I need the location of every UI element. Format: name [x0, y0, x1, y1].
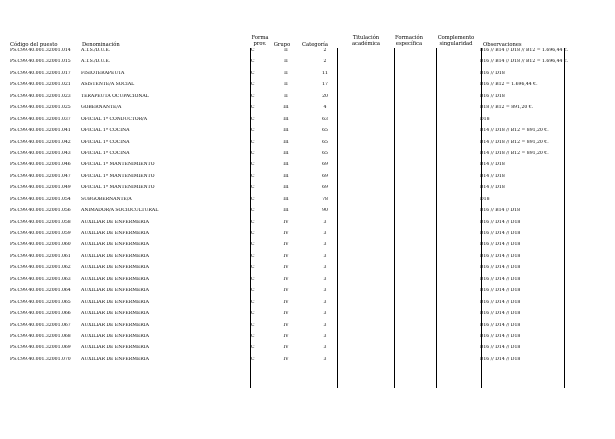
- grupo-cell: IV: [283, 345, 289, 351]
- header-observaciones: Observaciones: [483, 42, 522, 48]
- denominacion-cell: AUXILIAR DE ENFERMERÍA: [81, 345, 149, 351]
- grupo-cell: III: [283, 150, 289, 156]
- categoria-cell: 3: [323, 356, 327, 362]
- codigo-cell: PS.C99.40.001.32001.056: [10, 208, 71, 214]
- complemento-cell: [434, 345, 478, 356]
- table-row: [10, 128, 568, 139]
- table-row: [10, 288, 568, 299]
- complemento-cell: [434, 334, 478, 345]
- grupo-cell: III: [283, 185, 289, 191]
- denominacion-cell: AUXILIAR DE ENFERMERÍA: [81, 333, 149, 339]
- header-titulacion: [349, 35, 383, 47]
- forma-cell: C: [251, 48, 255, 53]
- formacion-cell: [392, 242, 434, 253]
- grupo-cell: IV: [283, 299, 289, 305]
- codigo-cell: PS.C99.40.001.32001.025: [10, 105, 71, 111]
- codigo-cell: PS.C99.40.001.32001.069: [10, 345, 71, 351]
- titulacion-cell: [349, 197, 392, 208]
- complemento-cell: [434, 185, 478, 196]
- formacion-cell: [392, 151, 434, 162]
- table-row: [10, 334, 568, 345]
- formacion-cell: [392, 288, 434, 299]
- denominacion-cell: OFICIAL 1ª COCINA: [81, 128, 130, 134]
- denominacion-cell: A.T.S./D.U.E.: [81, 59, 111, 65]
- table-row: [10, 59, 568, 70]
- observaciones-cell: B16 // D14 // D18: [480, 311, 521, 317]
- titulacion-cell: [349, 128, 392, 139]
- table-row: [10, 117, 568, 128]
- codigo-cell: PS.C99.40.001.32001.046: [10, 162, 71, 168]
- formacion-cell: [392, 277, 434, 288]
- observaciones-cell: D18: [480, 116, 490, 122]
- categoria-cell: 69: [322, 162, 328, 168]
- formacion-cell: [392, 48, 434, 59]
- titulacion-cell: [349, 357, 392, 368]
- grupo-cell: II: [284, 70, 288, 76]
- denominacion-cell: AUXILIAR DE ENFERMERÍA: [81, 219, 149, 225]
- titulacion-cell: [349, 254, 392, 265]
- complemento-cell: [434, 197, 478, 208]
- grupo-cell: IV: [283, 333, 289, 339]
- complemento-cell: [434, 117, 478, 128]
- grupo-cell: IV: [283, 219, 289, 225]
- table-row: [10, 197, 568, 208]
- denominacion-cell: AUXILIAR DE ENFERMERÍA: [81, 356, 149, 362]
- formacion-cell: [392, 174, 434, 185]
- formacion-cell: [392, 231, 434, 242]
- complemento-cell: [434, 59, 478, 70]
- forma-cell: C: [251, 185, 255, 191]
- complemento-cell: [434, 311, 478, 322]
- formacion-cell: [392, 140, 434, 151]
- categoria-cell: 3: [323, 242, 327, 248]
- categoria-cell: 90: [322, 208, 328, 214]
- categoria-cell: 3: [323, 345, 327, 351]
- codigo-cell: PS.C99.40.001.32001.017: [10, 70, 71, 76]
- categoria-cell: 11: [322, 70, 328, 76]
- titulacion-cell: [349, 208, 392, 219]
- codigo-cell: PS.C99.40.001.32001.037: [10, 116, 71, 122]
- forma-cell: C: [251, 276, 255, 282]
- observaciones-cell: B16 // D18: [480, 70, 505, 76]
- denominacion-cell: AUXILIAR DE ENFERMERÍA: [81, 276, 149, 282]
- formacion-cell: [392, 208, 434, 219]
- complemento-cell: [434, 265, 478, 276]
- codigo-cell: PS.C99.40.001.32001.021: [10, 82, 71, 88]
- complemento-cell: [434, 277, 478, 288]
- denominacion-cell: TERAPEUTA OCUPACIONAL: [81, 93, 149, 99]
- grupo-cell: III: [283, 196, 289, 202]
- complemento-cell: [434, 231, 478, 242]
- formacion-cell: [392, 94, 434, 105]
- table-row: [10, 323, 568, 334]
- complemento-cell: [434, 105, 478, 116]
- observaciones-cell: B14 // D18: [480, 173, 505, 179]
- titulacion-cell: [349, 174, 392, 185]
- observaciones-cell: B16 // D14 // D18: [480, 265, 521, 271]
- codigo-cell: PS.C99.40.001.32001.063: [10, 276, 71, 282]
- formacion-cell: [392, 265, 434, 276]
- forma-cell: C: [251, 253, 255, 259]
- grupo-cell: II: [284, 93, 288, 99]
- grupo-cell: III: [283, 128, 289, 134]
- positions-table: [10, 48, 568, 368]
- codigo-cell: PS.C99.40.001.32001.068: [10, 333, 71, 339]
- forma-cell: C: [251, 345, 255, 351]
- denominacion-cell: AUXILIAR DE ENFERMERÍA: [81, 288, 149, 294]
- header-titulacion-line1: Titulación: [352, 35, 380, 41]
- categoria-cell: 65: [322, 128, 328, 134]
- grupo-cell: IV: [283, 231, 289, 236]
- header-complemento-line2: singularidad: [439, 41, 473, 47]
- forma-cell: C: [251, 82, 255, 88]
- formacion-cell: [392, 197, 434, 208]
- codigo-cell: PS.C99.40.001.32001.014: [10, 48, 71, 53]
- table-row: [10, 208, 568, 219]
- forma-cell: C: [251, 70, 255, 76]
- table-row: [10, 300, 568, 311]
- formacion-cell: [392, 117, 434, 128]
- complemento-cell: [434, 82, 478, 93]
- formacion-cell: [392, 185, 434, 196]
- observaciones-cell: B14 // D18: [480, 162, 505, 168]
- denominacion-cell: OFICIAL 1ª COCINA: [81, 139, 130, 145]
- grupo-cell: IV: [283, 322, 289, 328]
- table-row: [10, 311, 568, 322]
- observaciones-cell: B16 // D14 // D18: [480, 231, 521, 236]
- categoria-cell: 3: [323, 322, 327, 328]
- complemento-cell: [434, 94, 478, 105]
- observaciones-cell: B16 // D14 // D18: [480, 276, 521, 282]
- forma-cell: C: [251, 288, 255, 294]
- titulacion-cell: [349, 185, 392, 196]
- denominacion-cell: AUXILIAR DE ENFERMERÍA: [81, 253, 149, 259]
- complemento-cell: [434, 162, 478, 173]
- denominacion-cell: AUXILIAR DE ENFERMERÍA: [81, 311, 149, 317]
- table-row: [10, 48, 568, 59]
- observaciones-cell: B18 // B12 = 891,20 €.: [480, 105, 534, 111]
- observaciones-cell: B14 // D18 // B12 = 891,20 €.: [480, 150, 549, 156]
- codigo-cell: PS.C99.40.001.32001.067: [10, 322, 71, 328]
- forma-cell: C: [251, 162, 255, 168]
- categoria-cell: 4: [323, 105, 327, 111]
- complemento-cell: [434, 288, 478, 299]
- denominacion-cell: A.T.S./D.U.E.: [81, 48, 111, 53]
- denominacion-cell: OFICIAL 1ª MANTENIMIENTO: [81, 162, 155, 168]
- codigo-cell: PS.C99.40.001.32001.059: [10, 231, 71, 236]
- codigo-cell: PS.C99.40.001.32001.047: [10, 173, 71, 179]
- denominacion-cell: FISIOTERAPEUTA: [81, 70, 125, 76]
- table-row: [10, 345, 568, 356]
- denominacion-cell: OFICIAL 1ª COCINA: [81, 150, 130, 156]
- titulacion-cell: [349, 59, 392, 70]
- categoria-cell: 20: [322, 93, 328, 99]
- categoria-cell: 3: [323, 253, 327, 259]
- header-complemento: [436, 35, 476, 47]
- observaciones-cell: B14 // D18 // B12 = 891,20 €.: [480, 128, 549, 134]
- table-row: [10, 82, 568, 93]
- denominacion-cell: ANIMADOR/A SOCIOCULTURAL: [81, 208, 159, 214]
- denominacion-cell: AUXILIAR DE ENFERMERÍA: [81, 322, 149, 328]
- codigo-cell: PS.C99.40.001.32001.066: [10, 311, 71, 317]
- complemento-cell: [434, 208, 478, 219]
- categoria-cell: 3: [323, 299, 327, 305]
- observaciones-cell: B16 // D14 // D18: [480, 288, 521, 294]
- observaciones-cell: B16 // D14 // D18: [480, 333, 521, 339]
- table-row: [10, 357, 568, 368]
- grupo-cell: III: [283, 139, 289, 145]
- grupo-cell: IV: [283, 242, 289, 248]
- table-body: [10, 48, 568, 368]
- denominacion-cell: OFICIAL 1ª MANTENIMIENTO: [81, 185, 155, 191]
- forma-cell: C: [251, 356, 255, 362]
- codigo-cell: PS.C99.40.001.32001.062: [10, 265, 71, 271]
- table-row: [10, 231, 568, 242]
- complemento-cell: [434, 300, 478, 311]
- header-forma-prov: [248, 35, 272, 47]
- observaciones-cell: B16 // B14 // D18 // B12 = 1.696,44 €.: [480, 59, 569, 65]
- table-row: [10, 105, 568, 116]
- titulacion-cell: [349, 242, 392, 253]
- denominacion-cell: AUXILIAR DE ENFERMERÍA: [81, 265, 149, 271]
- forma-cell: C: [251, 150, 255, 156]
- grupo-cell: IV: [283, 276, 289, 282]
- categoria-cell: 69: [322, 185, 328, 191]
- observaciones-cell: B16 // D14 // D18: [480, 219, 521, 225]
- grupo-cell: IV: [283, 356, 289, 362]
- complemento-cell: [434, 357, 478, 368]
- codigo-cell: PS.C99.40.001.32001.058: [10, 219, 71, 225]
- table-row: [10, 140, 568, 151]
- observaciones-cell: B16 // D14 // D18: [480, 299, 521, 305]
- grupo-cell: II: [284, 59, 288, 65]
- categoria-cell: 2: [323, 48, 327, 53]
- forma-cell: C: [251, 322, 255, 328]
- table-row: [10, 71, 568, 82]
- titulacion-cell: [349, 82, 392, 93]
- forma-cell: C: [251, 116, 255, 122]
- observaciones-cell: B16 // B12 = 1.696,44 €.: [480, 82, 538, 88]
- header-complemento-line1: Complemento: [437, 35, 475, 41]
- complemento-cell: [434, 48, 478, 59]
- forma-cell: C: [251, 93, 255, 99]
- titulacion-cell: [349, 151, 392, 162]
- codigo-cell: PS.C99.40.001.32001.023: [10, 93, 71, 99]
- observaciones-cell: B14 // D18: [480, 185, 505, 191]
- header-forma-line2: prov.: [253, 41, 267, 47]
- titulacion-cell: [349, 265, 392, 276]
- categoria-cell: 3: [323, 219, 327, 225]
- observaciones-cell: B16 // D18: [480, 93, 505, 99]
- denominacion-cell: AUXILIAR DE ENFERMERÍA: [81, 299, 149, 305]
- formacion-cell: [392, 300, 434, 311]
- complemento-cell: [434, 242, 478, 253]
- table-row: [10, 185, 568, 196]
- observaciones-cell: B16 // D14 // D18: [480, 242, 521, 248]
- denominacion-cell: AUXILIAR DE ENFERMERÍA: [81, 231, 149, 236]
- categoria-cell: 78: [322, 196, 328, 202]
- formacion-cell: [392, 128, 434, 139]
- complemento-cell: [434, 151, 478, 162]
- grupo-cell: IV: [283, 311, 289, 317]
- formacion-cell: [392, 345, 434, 356]
- table-row: [10, 94, 568, 105]
- titulacion-cell: [349, 323, 392, 334]
- table-row: [10, 220, 568, 231]
- denominacion-cell: ASISTENTE/A SOCIAL: [81, 82, 135, 88]
- categoria-cell: 69: [322, 173, 328, 179]
- observaciones-cell: B16 // B14 // D18 // B12 = 1.696,44 €.: [480, 48, 569, 53]
- codigo-cell: PS.C99.40.001.32001.065: [10, 299, 71, 305]
- header-formacion-line1: Formación: [395, 35, 423, 41]
- titulacion-cell: [349, 105, 392, 116]
- denominacion-cell: SUBGOBERNANTE/A: [81, 196, 132, 202]
- forma-cell: C: [251, 208, 255, 214]
- forma-cell: C: [251, 59, 255, 65]
- formacion-cell: [392, 334, 434, 345]
- formacion-cell: [392, 254, 434, 265]
- categoria-cell: 65: [322, 150, 328, 156]
- complemento-cell: [434, 254, 478, 265]
- complemento-cell: [434, 174, 478, 185]
- categoria-cell: 3: [323, 288, 327, 294]
- header-formacion: [392, 35, 426, 47]
- formacion-cell: [392, 82, 434, 93]
- codigo-cell: PS.C99.40.001.32001.064: [10, 288, 71, 294]
- categoria-cell: 3: [323, 276, 327, 282]
- forma-cell: C: [251, 265, 255, 271]
- categoria-cell: 3: [323, 265, 327, 271]
- categoria-cell: 65: [322, 139, 328, 145]
- titulacion-cell: [349, 334, 392, 345]
- observaciones-cell: B16 // D14 // D18: [480, 345, 521, 351]
- formacion-cell: [392, 162, 434, 173]
- grupo-cell: II: [284, 48, 288, 53]
- observaciones-cell: B14 // D18 // B12 = 891,20 €.: [480, 139, 549, 145]
- forma-cell: C: [251, 231, 255, 236]
- grupo-cell: II: [284, 82, 288, 88]
- denominacion-cell: OFICIAL 1ª CONDUCTOR/A: [81, 116, 148, 122]
- grupo-cell: III: [283, 173, 289, 179]
- titulacion-cell: [349, 140, 392, 151]
- titulacion-cell: [349, 117, 392, 128]
- titulacion-cell: [349, 311, 392, 322]
- header-grupo: Grupo: [273, 42, 291, 48]
- complemento-cell: [434, 128, 478, 139]
- grupo-cell: III: [283, 208, 289, 214]
- grupo-cell: IV: [283, 288, 289, 294]
- header-forma-line1: Forma: [251, 35, 269, 41]
- titulacion-cell: [349, 300, 392, 311]
- table-row: [10, 151, 568, 162]
- forma-cell: C: [251, 173, 255, 179]
- codigo-cell: PS.C99.40.001.32001.060: [10, 242, 71, 248]
- formacion-cell: [392, 71, 434, 82]
- forma-cell: C: [251, 311, 255, 317]
- observaciones-cell: B16 // D14 // D18: [480, 356, 521, 362]
- table-row: [10, 174, 568, 185]
- codigo-cell: PS.C99.40.001.32001.070: [10, 356, 71, 362]
- denominacion-cell: GOBERNANTE/A: [81, 105, 122, 111]
- grupo-cell: IV: [283, 253, 289, 259]
- forma-cell: C: [251, 219, 255, 225]
- grupo-cell: III: [283, 105, 289, 111]
- header-formacion-line2: específica: [395, 41, 423, 47]
- titulacion-cell: [349, 71, 392, 82]
- categoria-cell: 3: [323, 333, 327, 339]
- formacion-cell: [392, 105, 434, 116]
- codigo-cell: PS.C99.40.001.32001.041: [10, 128, 71, 134]
- header-denominacion: Denominación: [82, 42, 120, 48]
- codigo-cell: PS.C99.40.001.32001.054: [10, 196, 71, 202]
- titulacion-cell: [349, 288, 392, 299]
- codigo-cell: PS.C99.40.001.32001.049: [10, 185, 71, 191]
- header-codigo: Código del puesto: [10, 42, 58, 48]
- table-row: [10, 162, 568, 173]
- observaciones-cell: D18: [480, 196, 490, 202]
- grupo-cell: IV: [283, 265, 289, 271]
- observaciones-cell: B16 // B14 // D18: [480, 208, 521, 214]
- codigo-cell: PS.C99.40.001.32001.042: [10, 139, 71, 145]
- formacion-cell: [392, 311, 434, 322]
- complemento-cell: [434, 220, 478, 231]
- titulacion-cell: [349, 94, 392, 105]
- table-row: [10, 254, 568, 265]
- denominacion-cell: AUXILIAR DE ENFERMERÍA: [81, 242, 149, 248]
- categoria-cell: 2: [323, 59, 327, 65]
- forma-cell: C: [251, 242, 255, 248]
- codigo-cell: PS.C99.40.001.32001.043: [10, 150, 71, 156]
- table-row: [10, 242, 568, 253]
- categoria-cell: 3: [323, 311, 327, 317]
- observaciones-cell: B16 // D14 // D18: [480, 253, 521, 259]
- complemento-cell: [434, 71, 478, 82]
- titulacion-cell: [349, 162, 392, 173]
- forma-cell: C: [251, 105, 255, 111]
- complemento-cell: [434, 140, 478, 151]
- formacion-cell: [392, 59, 434, 70]
- table-row: [10, 277, 568, 288]
- observaciones-cell: B16 // D14 // D18: [480, 322, 521, 328]
- forma-cell: C: [251, 299, 255, 305]
- forma-cell: C: [251, 196, 255, 202]
- forma-cell: C: [251, 333, 255, 339]
- formacion-cell: [392, 323, 434, 334]
- table-row: [10, 265, 568, 276]
- titulacion-cell: [349, 220, 392, 231]
- grupo-cell: III: [283, 116, 289, 122]
- complemento-cell: [434, 323, 478, 334]
- formacion-cell: [392, 220, 434, 231]
- forma-cell: C: [251, 139, 255, 145]
- forma-cell: C: [251, 128, 255, 134]
- categoria-cell: 17: [322, 82, 328, 88]
- titulacion-cell: [349, 345, 392, 356]
- grupo-cell: III: [283, 162, 289, 168]
- titulacion-cell: [349, 231, 392, 242]
- titulacion-cell: [349, 48, 392, 59]
- titulacion-cell: [349, 277, 392, 288]
- codigo-cell: PS.C99.40.001.32001.061: [10, 253, 71, 259]
- header-titulacion-line2: académica: [351, 41, 381, 47]
- codigo-cell: PS.C99.40.001.32001.015: [10, 59, 71, 65]
- header-categoria: Categoría: [302, 42, 328, 48]
- categoria-cell: 3: [323, 231, 327, 236]
- denominacion-cell: OFICIAL 1ª MANTENIMIENTO: [81, 173, 155, 179]
- categoria-cell: 63: [322, 116, 328, 122]
- formacion-cell: [392, 357, 434, 368]
